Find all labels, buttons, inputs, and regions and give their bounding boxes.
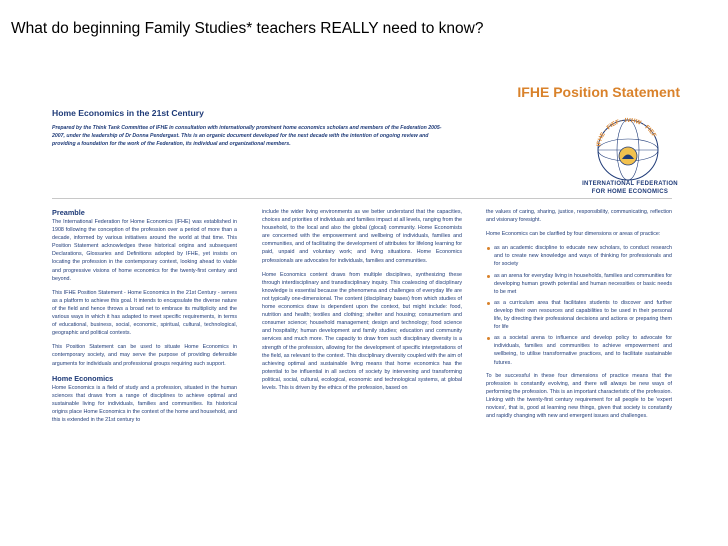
divider [52,198,672,199]
slide-title: What do beginning Family Studies* teachers REALLY need to know? [11,20,484,37]
preamble-paragraph-2: This IFHE Position Statement - Home Economics in the 21st Century - serves as a platform to achieve this goal. It intends to encapsulate the diverse nature of the field and hence throws a broad net to embrace its multiplicity and the various ways in which it has adapted to meet specific requirements, in terms of educational, business, social, economic, spiritual, cultural, technological, geographic and political contexts. [52,289,237,337]
position-statement-heading: IFHE Position Statement [517,84,680,100]
federation-name [560,180,700,196]
home-economics-paragraph: Home Economics is a field of study and a profession, situated in the human sciences that draws from a range of disciplines to achieve optimal and sustainable living for individuals, families and communities. Its historical origins place Home Economics in the context of the home and household, and this is extended in the 21st century to [52,384,237,423]
section-title: Home Economics in the 21st Century [52,108,204,118]
list-item: as a curriculum area that facilitates students to discover and further develop their own resources and capabilities to be used in their personal life, by directing their professional decisions and actions or preparing them for life [494,299,672,331]
federation-line-2: FOR HOME ECONOMICS [591,189,669,195]
right-paragraph-1: the values of caring, sharing, justice, responsibility, communicating, reflection and visionary foresight. [486,209,672,224]
column-right [486,208,672,544]
preamble-paragraph-1: The International Federation for Home Economics (IFHE) was established in 1908 following the conception of the profession over a period of more than a decade, informed by various initiatives around the world at that time. This Position Statement acknowledges these historical origins and subsequent Declarations, Glossaries and Definitions adopted by IFHE, yet insists on locating the profession in the contemporary context, looking ahead to viable and progressive visions of home economics for the twenty-first century and beyond. [52,219,237,282]
federation-line-1: INTERNATIONAL FEDERATION [582,181,678,187]
middle-paragraph-1: include the wider living environments as we better understand that the capacities, choices and priorities of individuals and families impact at all levels, ranging from the household, to the local and also the global (glocal) community. Home Economists are concerned with the empowerment and wellbeing of individuals, families and communities, and of facilitating the development of attributes for lifelong learning for paid, unpaid and voluntary work; and living situations. Home Economics professionals are advocates for individuals, families and communities. [262,209,462,264]
column-left [52,208,237,544]
intro-paragraph: Prepared by the Think Tank Committee of IFHE in consultation with internationally prominent home economics scholars and members of the Federation 2005-2007, under the leadership of Dr Donna Pendergast. This is an organic document developed for the next decade with the intention of ongoing review and providing a foundation for the work of the Federation, its individual and organizational members. [52,125,442,148]
preamble-paragraph-3: This Position Statement can be used to situate Home Economics in contemporary society, and may serve the purpose of providing defensible arguments for individuals and professional groups requiring such support. [52,344,237,367]
list-item: as an arena for everyday living in households, families and communities for developing human growth potential and human necessities or basic needs to be met [494,272,672,295]
right-paragraph-2: Home Economics can be clarified by four dimensions or areas of practice: [486,231,661,238]
dimensions-list [486,244,672,366]
list-item: as an academic discipline to educate new scholars, to conduct research and to create new knowledge and ways of thinking for professionals and for society [494,245,672,268]
column-middle [262,208,462,544]
list-item: as a societal arena to influence and develop policy to advocate for individuals, families and communities to achieve empowerment and wellbeing, to utilise transformative practices, and to facilitate sustainable futures. [494,335,672,366]
preamble-heading: Preamble [52,208,85,217]
home-economics-heading: Home Economics [52,373,114,383]
middle-paragraph-2: Home Economics content draws from multiple disciplines, synthesizing these through interdisciplinary and transdisciplinary inquiry. This coalescing of disciplinary knowledge is essential because the phenomena and challenges of everyday life are not typically one-dimensional. The content (disciplinary bases) from which studies of home economics draw is dependent upon the context, but might include: food, nutrition and health; textiles and clothing; shelter and housing; consumerism and consumer science; household management; design and technology; food science and hospitality; human development and family studies; education and community services and much more. The capacity to draw from such disciplinary diversity is a strength of the profession, allowing for the development of specific interpretations of the field, as relevant to the context. This disciplinary diversity coupled with the aim of achieving optimal and sustainable living means that home economics has the potential to be influential in all sectors of society by intervening and transforming political, social, cultural, ecological, economic and technological systems, at global levels. This is driven by the ethics of the profession, based on [262,271,462,391]
right-paragraph-3: To be successful in these four dimensions of practice means that the profession is constantly evolving, and there will always be new ways of performing the profession. This is an important characteristic of the profession. Linking with the twenty-first century requirement for all people to be 'expert novices', that is, good at learning new things, given that society is constantly and rapidly changing with new and emergent issues and challenges. [486,372,672,420]
logo-ring-text: IFHE · FIEF · IVHW · FIEF [596,117,657,147]
